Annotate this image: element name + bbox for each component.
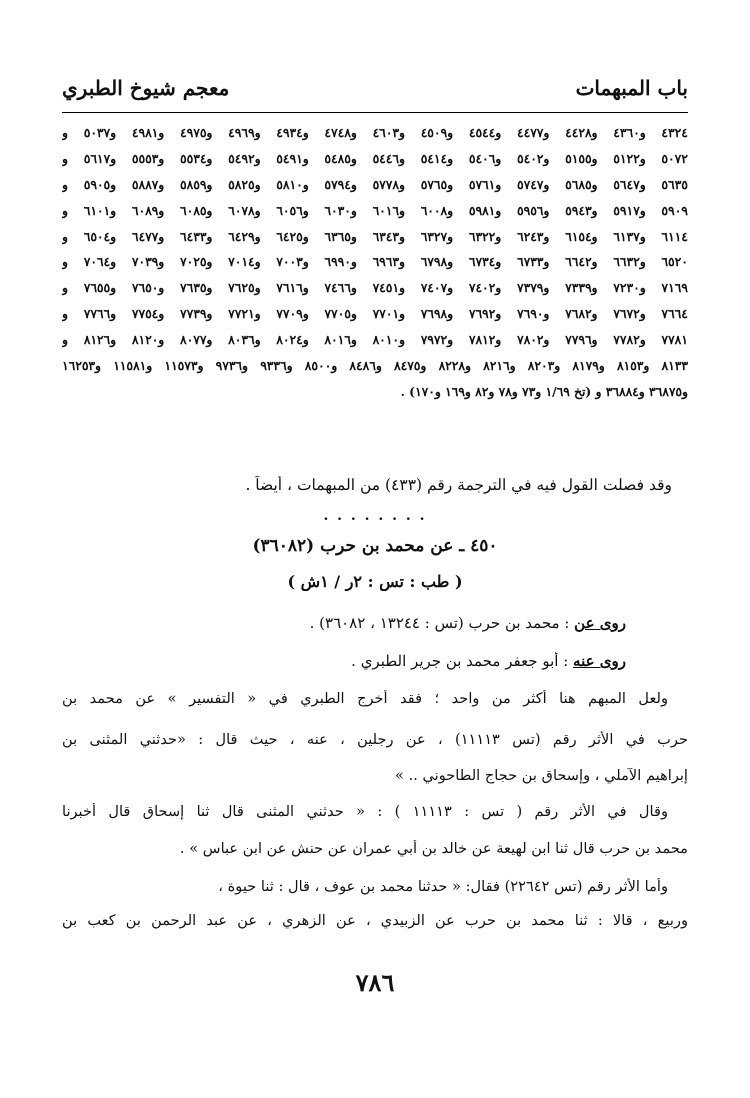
reference-numbers-line: ٥٦٣٥ و٥٦٤٧ و٥٦٨٥ و٥٧٤٧ و٥٧٦١ و٥٧٦٥ و٥٧٧٨ و٥٧٩٤ و٥٨١٠ و٥٨٢٥ و٥٨٥٩ و٥٨٨٧ و٥٩٠٥ و <box>62 176 688 192</box>
reference-numbers-line: ٧٧٨١ و٧٧٨٢ و٧٧٩٦ و٧٨٠٢ و٧٨١٢ و٧٩٧٢ و٨٠١٠ و٨٠١٦ و٨٠٢٤ و٨٠٣٦ و٨٠٧٧ و٨١٢٠ و٨١٢٦ و <box>62 332 688 348</box>
narrated-from-text: : محمد بن حرب (تس : ١٣٢٤٤ ، ٣٦٠٨٢) . <box>309 614 575 632</box>
body-line: وربيع ، قالا : ثنا محمد بن حرب عن الزبيدي ، عن الزهري ، عن عبد الرحمن بن كعب بن <box>62 912 688 929</box>
entry-sigla: ( طب : تس : ٢ر / ١ش ) <box>287 572 463 591</box>
body-line: ولعل المبهم هنا أكثر من واحد ؛ فقد أخرج الطبري في « التفسير » عن محمد بن <box>62 690 668 707</box>
reference-numbers-line: ٥٩٠٩ و٥٩١٧ و٥٩٤٣ و٥٩٥٦ و٥٩٨١ و٦٠٠٨ و٦٠١٦ و٦٠٣٠ و٦٠٥٦ و٦٠٧٨ و٦٠٨٥ و٦٠٨٩ و٦١٠١ و <box>62 202 688 218</box>
reference-numbers-line: ٤٣٢٤ و٤٣٦٠ و٤٤٢٨ و٤٤٧٧ و٤٥٤٤ و٤٥٠٩ و٤٦٠٣ و٤٧٤٨ و٤٩٣٤ و٤٩٦٩ و٤٩٧٥ و٤٩٨١ و٥٠٣٧ و <box>62 125 688 140</box>
page-header <box>62 72 688 110</box>
running-section-title: باب المبهمات <box>575 76 688 100</box>
narrated-by-text: : أبو جعفر محمد بن جرير الطبري . <box>351 652 574 670</box>
reference-numbers-line: و٣٦٨٧٥ و٣٦٨٨٤ و (تخ ١/٦٩ و٧٣ و٧٨ و٨٢ و١٦٩ و١٧٠) . <box>400 383 688 399</box>
body-line: وقال في الأثر رقم ( تس : ١١١١٣ ) : « حدثني المثنى قال ثنا إسحاق قال أخبرنا <box>62 803 668 820</box>
reference-numbers-line: ٦٥٢٠ و٦٦٣٢ و٦٦٤٢ و٦٧٣٣ و٦٧٣٤ و٦٧٩٨ و٦٩٦٣ و٦٩٩٠ و٧٠٠٣ و٧٠١٤ و٧٠٢٥ و٧٠٣٩ و٧٠٦٤ و <box>62 254 688 270</box>
narrated-from-label: روى عن <box>574 614 626 632</box>
reference-numbers-block <box>62 120 688 405</box>
note-line: وقد فصلت القول فيه في الترجمة رقم (٤٣٣) من المبهمات ، أيضاً . <box>245 476 672 494</box>
running-book-title: معجم شيوخ الطبري <box>62 76 230 100</box>
reference-numbers-line: ٧١٦٩ و٧٢٣٠ و٧٣٣٩ و٧٣٧٩ و٧٤٠٢ و٧٤٠٧ و٧٤٥١ و٧٤٦٦ و٧٦١٦ و٧٦٢٥ و٧٦٣٥ و٧٦٥٠ و٧٦٥٥ و <box>62 280 688 296</box>
body-line: حرب في الأثر رقم (تس ١١١١٣) ، عن رجلين ، عنه ، حيث قال : «حدثني المثنى بن <box>62 731 688 748</box>
section-separator: . . . . . . . . <box>323 508 427 524</box>
reference-numbers-line: ٧٦٦٤ و٧٦٧٢ و٧٦٨٢ و٧٦٩٠ و٧٦٩٢ و٧٦٩٨ و٧٧٠١ و٧٧٠٥ و٧٧٠٩ و٧٧٢١ و٧٧٣٩ و٧٧٥٤ و٧٧٦٦ و <box>62 306 688 322</box>
reference-numbers-line: ٨١٣٣ و٨١٥٣ و٨١٧٩ و٨٢٠٣ و٨٢١٦ و٨٢٢٨ و٨٤٧٥ و٨٤٨٦ و٨٥٠٠ و٩٣٣٦ و٩٧٣٦ و١١٥٧٣ و١١٥٨١ و١٦٢٥٣ <box>62 358 688 374</box>
narrated-from-line <box>62 614 688 632</box>
page-number: ٧٨٦ <box>355 968 395 997</box>
entry-title: ٤٥٠ ـ عن محمد بن حرب (٣٦٠٨٢) <box>252 536 498 556</box>
body-line: محمد بن حرب قال ثنا ابن لهيعة عن خالد بن أبي عمران عن حنش عن ابن عباس » . <box>179 840 688 857</box>
body-line: إبراهيم الآملي ، وإسحاق بن حجاج الطاحوني .. » <box>395 767 688 784</box>
reference-numbers-line: ٥٠٧٢ و٥١٢٢ و٥١٥٥ و٥٤٠٢ و٥٤٠٦ و٥٤١٤ و٥٤٤٦ و٥٤٨٥ و٥٤٩١ و٥٤٩٢ و٥٥٣٤ و٥٥٥٣ و٥٦١٧ و <box>62 150 688 166</box>
narrated-by-label: روى عنه <box>573 652 626 670</box>
reference-numbers-line: ٦١١٤ و٦١٣٧ و٦١٥٤ و٦٢٤٣ و٦٣٢٢ و٦٣٢٧ و٦٣٤٣ و٦٣٦٥ و٦٤٢٥ و٦٤٢٩ و٦٤٣٣ و٦٤٧٧ و٦٥٠٤ و <box>62 228 688 244</box>
body-line: وأما الأثر رقم (تس ٢٢٦٤٢) فقال: « حدثنا محمد بن عوف ، قال : ثنا حيوة ، <box>218 878 668 895</box>
narrated-by-line <box>62 652 688 670</box>
header-rule <box>62 112 688 113</box>
